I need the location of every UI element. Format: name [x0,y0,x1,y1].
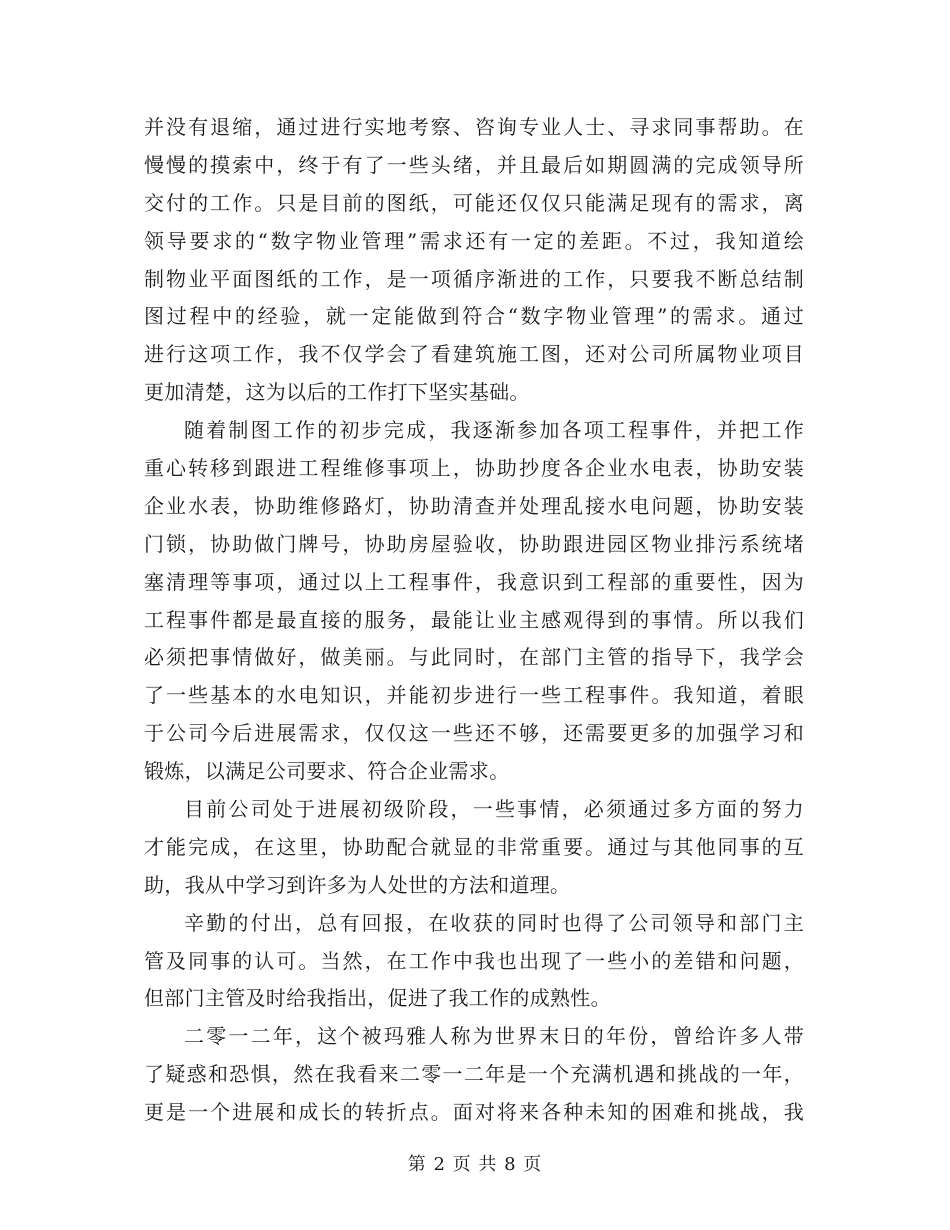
text-line: 才能完成，在这里，协助配合就显的非常重要。通过与其他同事的互 [144,834,804,859]
paragraph-first-line: 随着制图工作的初步完成，我逐渐参加各项工程事件，并把工作 [184,418,804,443]
text-line: 助，我从中学习到许多为人处世的方法和道理。 [144,872,571,897]
text-line: 交付的工作。只是目前的图纸，可能还仅仅只能满足现有的需求，离 [144,190,804,215]
document-body [144,109,804,1132]
page-number-footer: 第 2 页 共 8 页 [407,1154,543,1175]
text-line: 但部门主管及时给我指出，促进了我工作的成熟性。 [144,986,611,1011]
text-line: 进行这项工作，我不仅学会了看建筑施工图，还对公司所属物业项目 [144,342,804,367]
text-line: 图过程中的经验，就一定能做到符合“数字物业管理”的需求。通过 [144,304,804,329]
paragraph-first-line: 辛勤的付出，总有回报，在收获的同时也得了公司领导和部门主 [184,910,804,935]
text-line: 了疑惑和恐惧，然在我看来二零一二年是一个充满机遇和挑战的一年， [144,1062,804,1087]
paragraph-first-line: 二零一二年，这个被玛雅人称为世界末日的年份，曾给许多人带 [184,1024,804,1049]
text-line: 更是一个进展和成长的转折点。面对将来各种未知的困难和挑战，我 [144,1100,804,1125]
text-line: 塞清理等事项，通过以上工程事件，我意识到工程部的重要性，因为 [144,569,804,594]
text-line: 领导要求的“数字物业管理”需求还有一定的差距。不过，我知道绘 [144,228,804,253]
paragraph-first-line: 目前公司处于进展初级阶段，一些事情，必须通过多方面的努力 [184,797,804,822]
text-line: 于公司今后进展需求，仅仅这一些还不够，还需要更多的加强学习和 [144,721,804,746]
text-line: 制物业平面图纸的工作，是一项循序渐进的工作，只要我不断总结制 [144,266,804,291]
text-line: 更加清楚，这为以后的工作打下坚实基础。 [144,380,530,405]
text-line: 锻炼，以满足公司要求、符合企业需求。 [144,759,510,784]
text-line: 了一些基本的水电知识，并能初步进行一些工程事件。我知道，着眼 [144,683,804,708]
text-line: 管及同事的认可。当然，在工作中我也出现了一些小的差错和问题， [144,948,804,973]
text-line: 门锁，协助做门牌号，协助房屋验收，协助跟进园区物业排污系统堵 [144,531,804,556]
text-line: 工程事件都是最直接的服务，最能让业主感观得到的事情。所以我们 [144,607,804,632]
text-line: 并没有退缩，通过进行实地考察、咨询专业人士、寻求同事帮助。在 [144,115,804,139]
text-line: 必须把事情做好，做美丽。与此同时，在部门主管的指导下，我学会 [144,645,804,670]
text-line: 慢慢的摸索中，终于有了一些头绪，并且最后如期圆满的完成领导所 [144,152,804,177]
text-line: 企业水表，协助维修路灯，协助清查并处理乱接水电问题，协助安装 [144,493,804,518]
text-line: 重心转移到跟进工程维修事项上，协助抄度各企业水电表，协助安装 [144,456,804,481]
